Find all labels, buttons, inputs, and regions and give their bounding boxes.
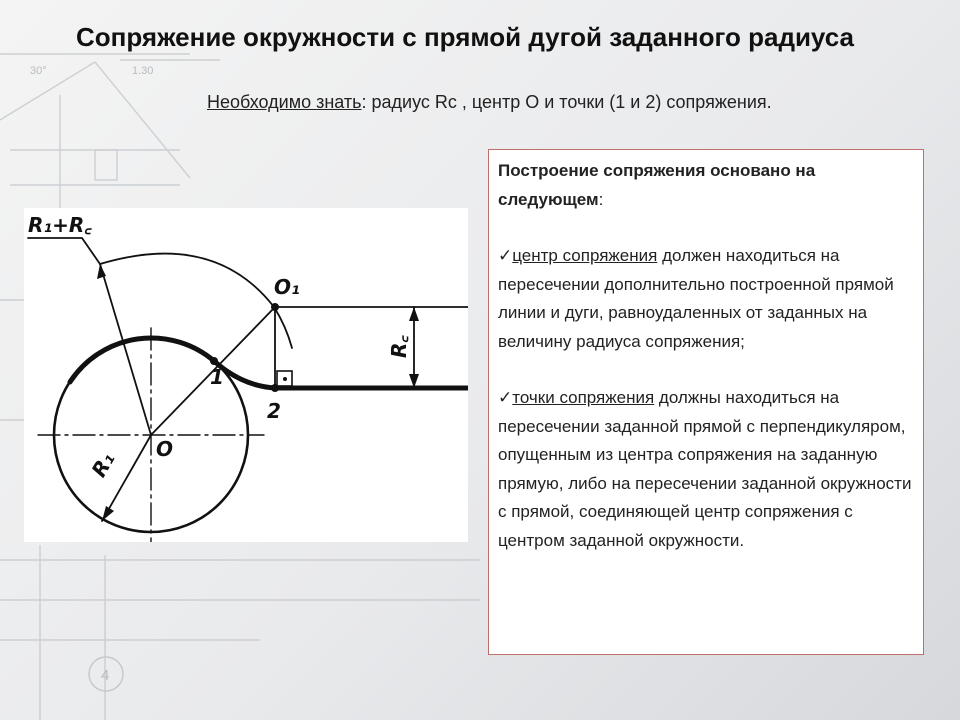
label-r1-rc: R₁+R꜀ xyxy=(28,213,92,237)
explanation-box xyxy=(488,149,924,655)
background-angle-label: 30° xyxy=(30,65,47,77)
subtitle-rest: : радиус Rc , центр O и точки (1 и 2) сопряжения. xyxy=(361,92,772,112)
background-grid-number: 4 xyxy=(101,667,110,684)
subtitle xyxy=(207,92,927,113)
explanation-intro xyxy=(498,157,913,214)
label-point-2: 2 xyxy=(267,399,281,423)
subtitle-lead: Необходимо знать xyxy=(207,92,362,112)
auxiliary-arc xyxy=(100,254,292,348)
point-o1-dot xyxy=(271,303,279,311)
leader-r1-rc xyxy=(28,238,100,264)
construction-drawing xyxy=(24,208,468,542)
right-angle-dot xyxy=(283,377,287,381)
slide-title: Сопряжение окружности с прямой дугой заданного радиуса xyxy=(76,22,854,52)
point-1-dot xyxy=(210,357,218,365)
label-r1: R₁ xyxy=(86,448,120,482)
label-rc: R꜀ xyxy=(387,335,411,358)
intro-bold: Построение сопряжения основано на следующем xyxy=(498,161,816,209)
bullet-points xyxy=(498,384,913,555)
label-center-o: O xyxy=(156,437,174,461)
construction-figure xyxy=(24,208,468,542)
bullet2-text: должны находиться на пересечении заданной прямой с перпендикуляром, опущенным из центра сопряжения на заданную прямую, либо на пересечении заданной окружности с прямой, соединяющей центр сопряжения с центром заданной окружности. xyxy=(498,388,912,550)
check-icon: ✓ xyxy=(498,246,513,265)
background-dimension-label: 1.30 xyxy=(132,65,154,77)
bullet1-text: должен находиться на пересечении дополнительно построенной прямой линии и дуги, равноудаленных от заданных на величину радиуса сопряжения; xyxy=(498,246,894,351)
label-point-1: 1 xyxy=(210,365,224,389)
arrowhead-rc-top xyxy=(409,307,419,321)
bullet2-lead: точки сопряжения xyxy=(512,388,655,407)
label-center-o1: O₁ xyxy=(274,275,300,299)
check-icon: ✓ xyxy=(498,388,513,407)
thick-circle-arc xyxy=(70,338,214,382)
arrowhead-r1 xyxy=(102,506,114,521)
intro-tail: : xyxy=(598,189,604,209)
bullet-center xyxy=(498,242,913,356)
point-2-dot xyxy=(271,384,279,392)
bullet1-lead: центр сопряжения xyxy=(512,246,658,265)
